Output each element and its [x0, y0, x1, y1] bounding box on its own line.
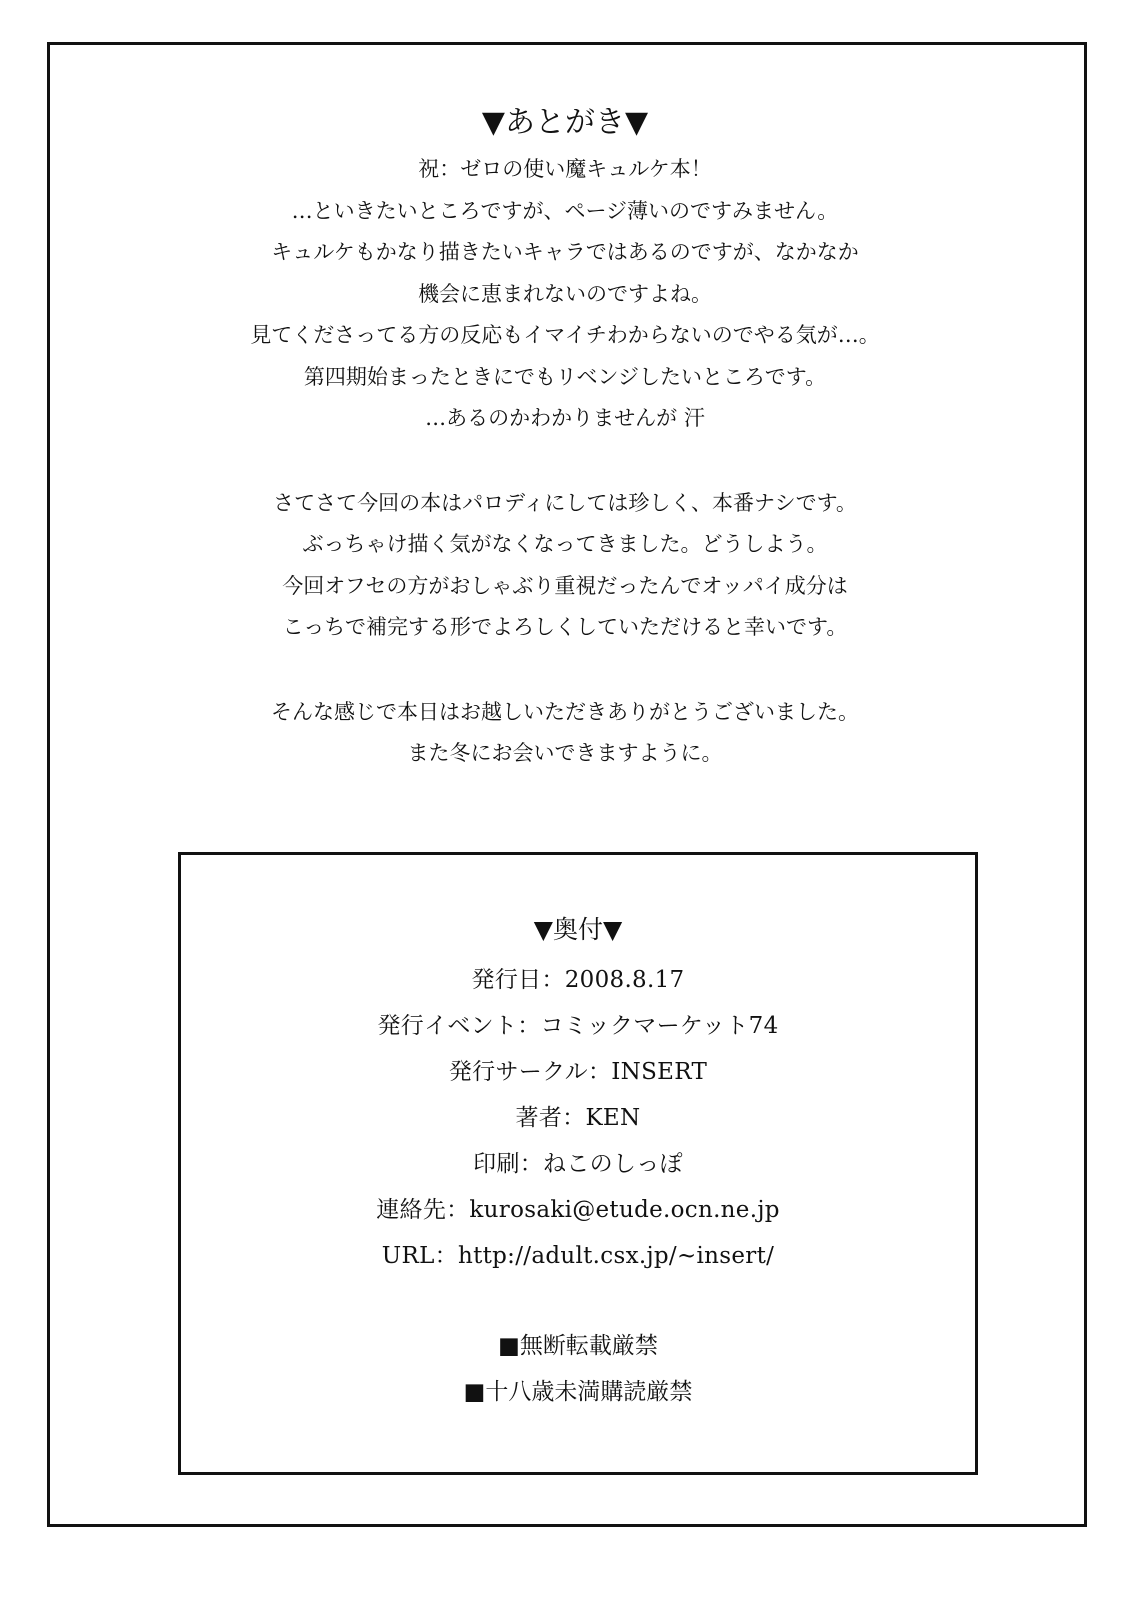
- afterword-section: [0, 105, 1130, 775]
- text-line: キュルケもかなり描きたいキャラではあるのですが、なかなか: [271, 240, 859, 264]
- colophon-title: ▼奥付▼: [533, 915, 623, 944]
- afterword-paragraph: [0, 149, 1130, 440]
- text-line: 今回オフセの方がおしゃぶり重視だったんでオッパイ成分は: [282, 573, 848, 598]
- text-line: …あるのかわかりませんが 汗: [425, 406, 705, 430]
- afterword-paragraph: [0, 692, 1130, 775]
- text-line: そんな感じで本日はお越しいただきありがとうございました。: [271, 699, 859, 724]
- text-line: 機会に恵まれないのですよね。: [418, 281, 712, 306]
- notice-no-reprint: ■無断転載厳禁: [498, 1333, 658, 1359]
- publish-circle: 発行サークル：INSERT: [448, 1059, 708, 1085]
- text-line: 第四期始まったときにでもリベンジしたいところです。: [303, 364, 827, 389]
- colophon-box: [178, 852, 978, 1475]
- publish-date: 発行日：2008.8.17: [471, 967, 685, 993]
- text-line: ぶっちゃけ描く気がなくなってきました。どうしよう。: [302, 532, 828, 556]
- website-url: URL：http://adult.csx.jp/~insert/: [381, 1243, 775, 1269]
- text-line: こっちで補完する形でよろしくしていただけると幸いです。: [282, 615, 848, 639]
- text-line: 見てくださってる方の反応もイマイチわからないのでやる気が…。: [250, 323, 880, 347]
- notices: [181, 1323, 975, 1415]
- printer: 印刷：ねこのしっぽ: [473, 1151, 683, 1177]
- colophon-section: [181, 915, 975, 1415]
- publish-event: 発行イベント：コミックマーケット74: [377, 1013, 779, 1039]
- text-line: さてさて今回の本はパロディにしては珍しく、本番ナシです。: [273, 490, 857, 515]
- author: 著者：KEN: [515, 1105, 641, 1131]
- afterword-title: ▼あとがき▼: [481, 105, 649, 140]
- contact-email: 連絡先：kurosaki@etude.ocn.ne.jp: [376, 1197, 780, 1223]
- text-line: 祝：ゼロの使い魔キュルケ本！: [418, 157, 712, 181]
- text-line: また冬にお会いできますように。: [407, 741, 723, 765]
- afterword-paragraph: [0, 483, 1130, 649]
- text-line: …といきたいところですが、ページ薄いのですみません。: [291, 198, 839, 223]
- notice-age-restriction: ■十八歳未満購読厳禁: [463, 1379, 693, 1405]
